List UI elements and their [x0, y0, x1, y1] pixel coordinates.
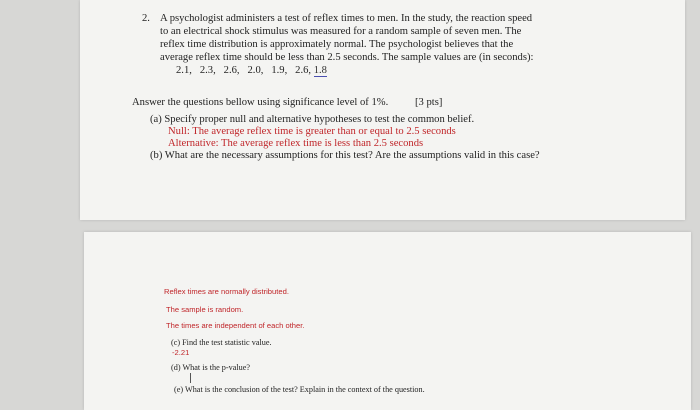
test-statistic-answer: -2.21 — [172, 348, 190, 357]
text-cursor — [190, 373, 191, 383]
alternative-hypothesis: Alternative: The average reflex time is less than 2.5 seconds — [168, 138, 424, 149]
question-text-line-2: to an electrical shock stimulus was measured for a random sample of seven men. The — [160, 26, 522, 37]
part-a-label: (a) Specify proper null and alternative hypotheses to test the common belief. — [150, 114, 475, 125]
lower-paper-panel — [84, 232, 691, 410]
upper-paper-panel — [80, 0, 685, 220]
instructions-text: Answer the questions bellow using significance level of 1%. — [132, 97, 389, 108]
part-d-label: (d) What is the p-value? — [171, 363, 250, 372]
question-text-line-3: reflex time distribution is approximately normal. The psychologist believes that the — [160, 39, 514, 50]
question-text-line-1: A psychologist administers a test of reflex times to men. In the study, the reaction speed — [160, 13, 533, 24]
sample-value-last: 1.8 — [313, 65, 327, 76]
part-e-label: (e) What is the conclusion of the test? Explain in the context of the question. — [174, 385, 425, 394]
question-text-line-4: average reflex time should be less than 2.5 seconds. The sample values are (in seconds): — [160, 52, 534, 63]
points-label: [3 pts] — [415, 97, 443, 108]
sample-values-list: 2.1, 2.3, 2.6, 2.0, 1.9, 2.6, — [176, 65, 312, 76]
assumption-independence: The times are independent of each other. — [166, 321, 305, 330]
sample-values — [176, 64, 327, 77]
part-c-label: (c) Find the test statistic value. — [171, 338, 272, 347]
null-hypothesis: Null: The average reflex time is greater than or equal to 2.5 seconds — [168, 126, 456, 137]
assumption-normality: Reflex times are normally distributed. — [164, 287, 289, 296]
question-number: 2. — [142, 13, 150, 24]
assumption-random-sample: The sample is random. — [166, 305, 244, 314]
part-b-label: (b) What are the necessary assumptions for this test? Are the assumptions valid in this case? — [150, 150, 540, 161]
